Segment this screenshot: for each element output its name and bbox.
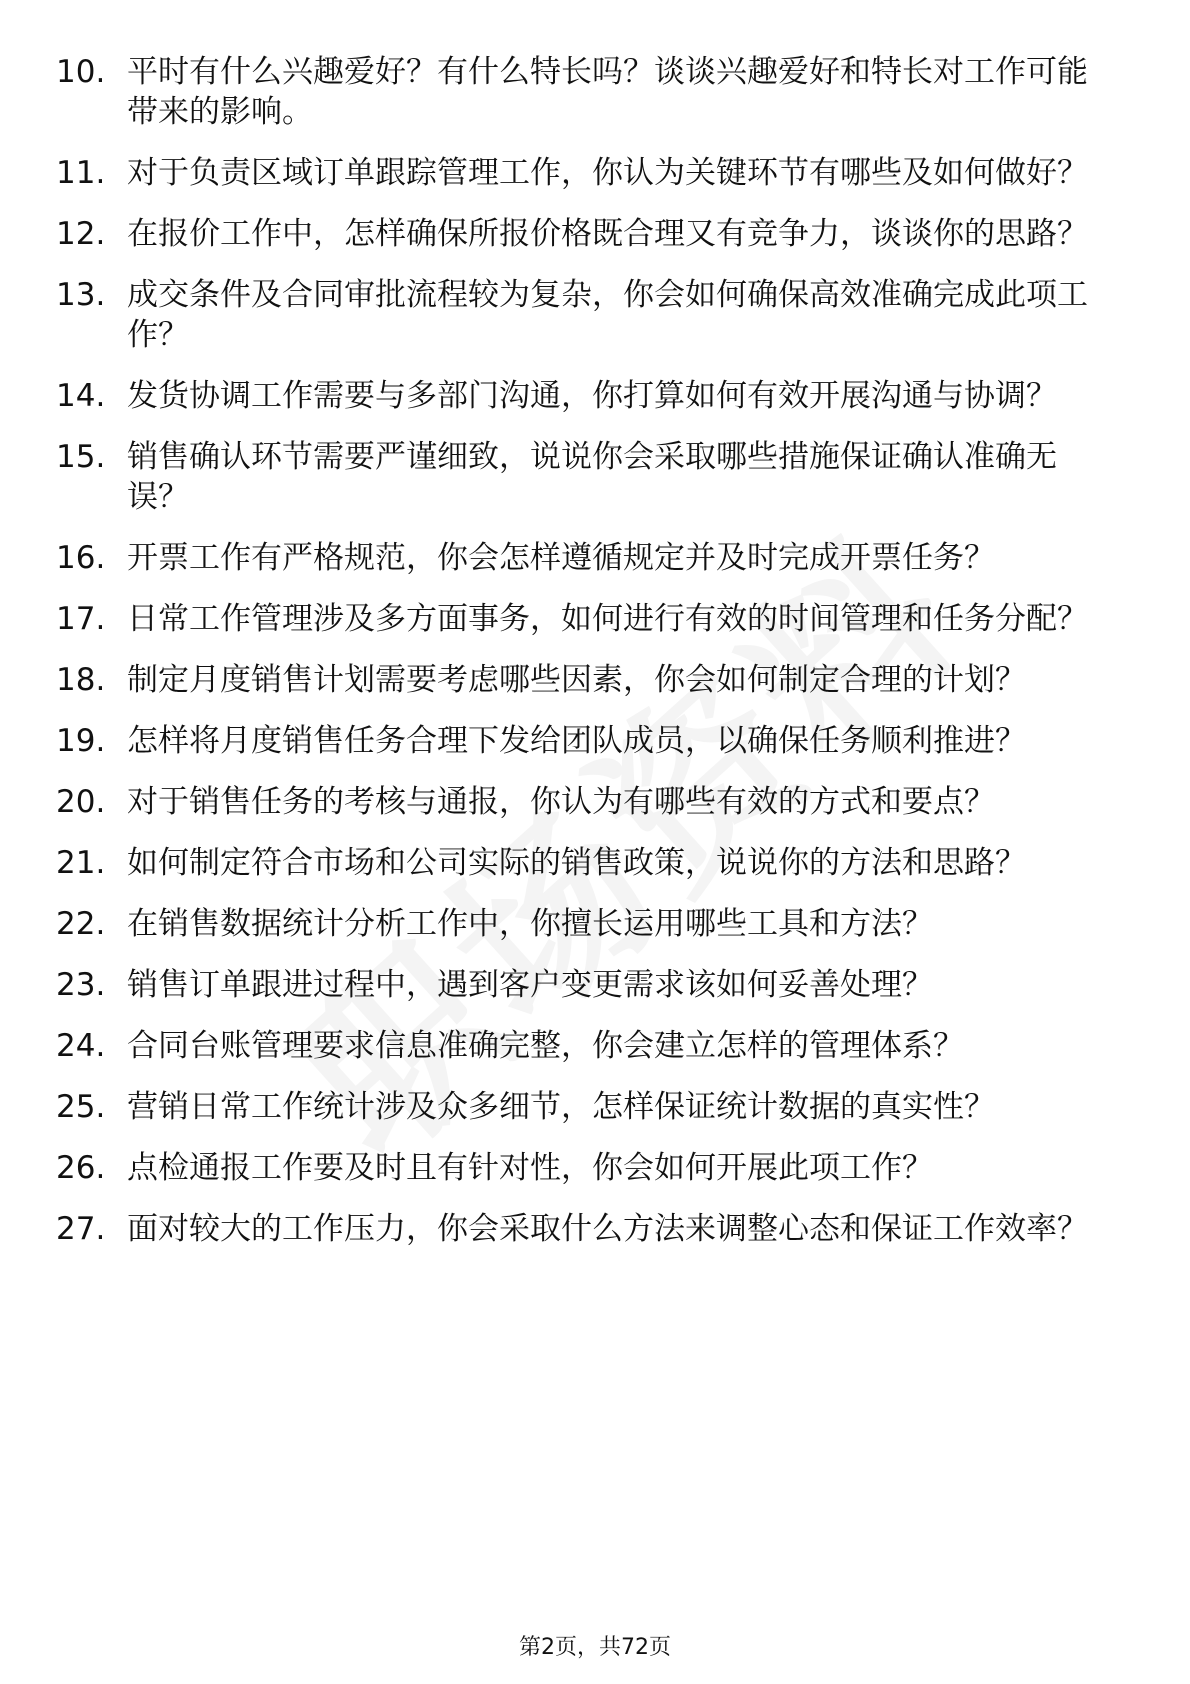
question-item bbox=[0, 660, 1190, 700]
question-item bbox=[0, 214, 1190, 254]
question-number: 23. bbox=[56, 967, 106, 1003]
question-text: 合同台账管理要求信息准确完整，你会建立怎样的管理体系？ bbox=[127, 1028, 964, 1064]
question-text: 如何制定符合市场和公司实际的销售政策，说说你的方法和思路？ bbox=[127, 845, 1026, 881]
question-text: 在销售数据统计分析工作中，你擅长运用哪些工具和方法？ bbox=[127, 906, 933, 942]
question-number: 15. bbox=[56, 439, 106, 475]
question-list bbox=[0, 52, 1190, 1270]
question-number: 12. bbox=[56, 216, 106, 252]
question-number: 16. bbox=[56, 540, 106, 576]
question-item bbox=[0, 721, 1190, 761]
question-text: 发货协调工作需要与多部门沟通，你打算如何有效开展沟通与协调？ bbox=[127, 378, 1057, 414]
question-text: 对于负责区域订单跟踪管理工作，你认为关键环节有哪些及如何做好？ bbox=[127, 155, 1088, 191]
question-number: 14. bbox=[56, 378, 106, 414]
question-text: 日常工作管理涉及多方面事务，如何进行有效的时间管理和任务分配？ bbox=[127, 601, 1088, 637]
question-text: 怎样将月度销售任务合理下发给团队成员，以确保任务顺利推进？ bbox=[127, 723, 1026, 759]
question-number: 10. bbox=[56, 54, 106, 90]
question-text: 在报价工作中，怎样确保所报价格既合理又有竞争力，谈谈你的思路？ bbox=[127, 216, 1088, 252]
question-item bbox=[0, 437, 1190, 517]
page-footer: 第2页，共72页 bbox=[519, 1635, 671, 1660]
question-number: 11. bbox=[56, 155, 106, 191]
question-item bbox=[0, 599, 1190, 639]
question-number: 21. bbox=[56, 845, 106, 881]
question-item bbox=[0, 52, 1190, 132]
question-item bbox=[0, 1087, 1190, 1127]
question-text: 营销日常工作统计涉及众多细节，怎样保证统计数据的真实性？ bbox=[127, 1089, 995, 1125]
question-number: 17. bbox=[56, 601, 106, 637]
question-text: 开票工作有严格规范，你会怎样遵循规定并及时完成开票任务？ bbox=[127, 540, 995, 576]
question-text: 点检通报工作要及时且有针对性，你会如何开展此项工作？ bbox=[127, 1150, 933, 1186]
question-number: 26. bbox=[56, 1150, 106, 1186]
question-item bbox=[0, 1148, 1190, 1188]
question-item bbox=[0, 782, 1190, 822]
question-text: 平时有什么兴趣爱好？有什么特长吗？谈谈兴趣爱好和特长对工作可能带来的影响。 bbox=[127, 54, 1088, 130]
question-item bbox=[0, 1209, 1190, 1249]
question-number: 13. bbox=[56, 277, 106, 313]
question-item bbox=[0, 275, 1190, 355]
question-text: 制定月度销售计划需要考虑哪些因素，你会如何制定合理的计划？ bbox=[127, 662, 1026, 698]
question-item bbox=[0, 965, 1190, 1005]
question-item bbox=[0, 538, 1190, 578]
question-item bbox=[0, 153, 1190, 193]
question-number: 27. bbox=[56, 1211, 106, 1247]
question-text: 销售确认环节需要严谨细致，说说你会采取哪些措施保证确认准确无误？ bbox=[127, 439, 1057, 515]
question-number: 22. bbox=[56, 906, 106, 942]
question-item bbox=[0, 843, 1190, 883]
question-number: 20. bbox=[56, 784, 106, 820]
question-text: 成交条件及合同审批流程较为复杂，你会如何确保高效准确完成此项工作？ bbox=[127, 277, 1088, 353]
question-number: 25. bbox=[56, 1089, 106, 1125]
question-text: 销售订单跟进过程中，遇到客户变更需求该如何妥善处理？ bbox=[127, 967, 933, 1003]
question-text: 对于销售任务的考核与通报，你认为有哪些有效的方式和要点？ bbox=[127, 784, 995, 820]
question-item bbox=[0, 904, 1190, 944]
question-item bbox=[0, 376, 1190, 416]
question-text: 面对较大的工作压力，你会采取什么方法来调整心态和保证工作效率？ bbox=[127, 1211, 1088, 1247]
question-number: 24. bbox=[56, 1028, 106, 1064]
question-number: 19. bbox=[56, 723, 106, 759]
question-number: 18. bbox=[56, 662, 106, 698]
question-item bbox=[0, 1026, 1190, 1066]
